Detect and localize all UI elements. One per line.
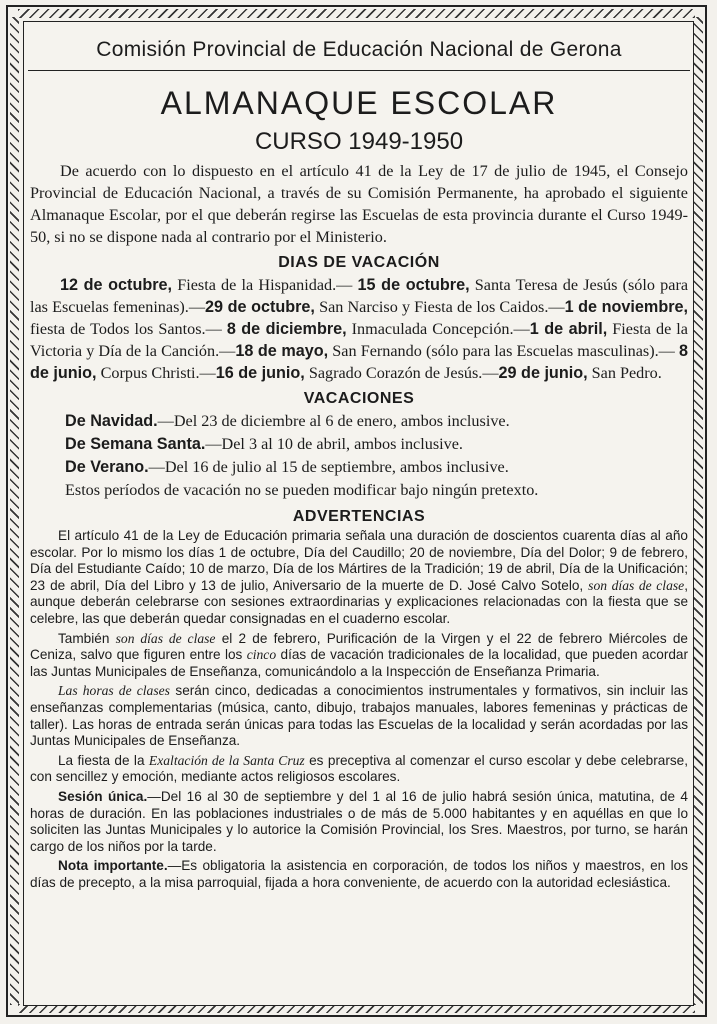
decorative-border-top [18,9,695,18]
holiday-date: 8 de diciembre, [226,320,347,338]
holiday-text: San Pedro. [587,364,662,382]
advertencia-italic: cinco [246,647,277,663]
vacation-label: De Verano. [65,458,149,476]
document-content [30,28,688,894]
holiday-date: 16 de junio, [215,364,305,382]
holiday-date: 29 de octubre, [205,298,315,316]
advertencia-label: Nota importante. [58,858,168,874]
vacation-item [30,456,688,479]
advertencia-paragraph [30,858,688,891]
advertencia-paragraph [30,528,688,628]
course-subtitle: CURSO 1949-1950 [254,128,464,155]
dias-paragraph [30,274,688,384]
holiday-text: Fiesta de la Victoria y Día de la Canción.— [30,320,688,360]
vacation-note: Estos períodos de vacación no se pueden modificar bajo ningún pretexto. [65,481,539,499]
holiday-date: 1 de abril, [529,320,608,338]
vacation-item [30,433,688,456]
vacation-text: —Del 23 de diciembre al 6 de enero, ambos inclusive. [157,412,510,430]
issuer-header: Comisión Provincial de Educación Nacional de Gerona [96,38,622,61]
advertencias-heading: ADVERTENCIAS [292,508,426,525]
holiday-text: San Fernando (sólo para las Escuelas masculinas).— [328,342,679,360]
vacation-text: —Del 16 de julio al 15 de septiembre, ambos inclusive. [148,458,509,476]
holiday-date: 29 de junio, [498,364,588,382]
holiday-date: 12 de octubre, [60,276,173,294]
holiday-text: San Narciso y Fiesta de los Caidos.— [314,298,565,316]
holiday-date: 15 de octubre, [357,276,470,294]
holiday-text: Inmaculada Concepción.— [346,320,530,338]
vacation-label: De Navidad. [65,412,158,430]
advertencia-text: El artículo 41 de la Ley de Educación primaria señala una duración de doscientos cuarenta días al año escolar. Por lo mismo los días 1 de octubre, Día del Caudillo; 20 de noviembre, Día del Dolor; 9 de febrero, Día del Estudiante Caído; 10 de marzo, Día de los Mártires de la Tradición; 19 de abril, Día de la Unificación; 23 de abril, Día del Libro y 13 de julio, Aniversario de la muerte de D. José Calvo Sotelo, [30,528,688,593]
advertencia-paragraph [30,753,688,786]
vacaciones-heading: VACACIONES [303,390,415,407]
holiday-date: 18 de mayo, [235,342,329,360]
advertencia-text: También [58,630,116,646]
vacation-item [30,410,688,433]
advertencia-text: —Del 16 al 30 de septiembre y del 1 al 16 de julio habrá sesión única, matutina, de 4 horas de duración. En las poblaciones industriales o de más de 5.000 habitantes y en aquéllas en que lo soliciten las Juntas Municipales y lo autorice la Comisión Provincial, los Sres. Maestros, por turno, se harán cargo de los niños por la tarde. [30,788,688,854]
header-rule [28,70,690,71]
holiday-text: fiesta de Todos los Santos.— [30,320,227,338]
holiday-text: Sagrado Corazón de Jesús.— [304,364,499,382]
intro-paragraph: De acuerdo con lo dispuesto en el artículo 41 de la Ley de 17 de julio de 1945, el Consejo Provincial de Educación Nacional, a través de su Comisión Permanente, ha aprobado el siguiente Almanaque Escolar, por el que deberán regirse las Escuelas de esta provincia durante el Curso 1949-50, si no se dispone nada al contrario por el Ministerio. [30,162,688,246]
holiday-text: Santa Teresa de Jesús (sólo para las Escuelas femeninas).— [30,276,689,316]
advertencia-text: —Es obligatoria la asistencia en corporación, de todos los niños y maestros, en los días de precepto, a la misa parroquial, fijada a hora conveniente, de acuerdo con la autoridad eclesiástica. [30,858,688,890]
advertencia-text: serán cinco, dedicadas a conocimientos instrumentales y formativos, sin incluir las enseñanzas complementarias (música, canto, dibujo, trabajos manuales, labores femeninas y prácticas de taller). Las horas de entrada serán únicas para todas las Escuelas de la localidad y serán acordadas por las Juntas Municipales de Enseñanza. [30,683,688,749]
advertencia-label: Sesión única. [58,788,148,804]
vacation-text: —Del 3 al 10 de abril, ambos inclusive. [205,435,463,453]
advertencia-italic: son días de clase [115,630,216,646]
advertencia-italic: son días de clase [588,577,685,593]
holiday-text: Fiesta de la Hispanidad.— [172,276,358,294]
advertencia-paragraph [30,789,688,855]
advertencia-paragraph [30,631,688,681]
advertencia-text: , aunque deberán celebrarse con sesiones extraordinarias y explicaciones relacionadas con la fiesta que se celebre, las que deberán quedar consignadas en el cuaderno escolar. [30,577,688,626]
holiday-date: 1 de noviembre, [564,298,689,316]
holiday-text: Corpus Christi.— [96,364,216,382]
advertencia-italic: Las horas de clases [58,683,170,699]
advertencia-text: el 2 de febrero, Purificación de la Virgen y el 22 de febrero Miércoles de Ceniza, salvo que figuren entre los [30,630,688,663]
advertencia-paragraph [30,683,688,749]
document-title: ALMANAQUE ESCOLAR [160,85,558,121]
advertencia-italic: Exaltación de la Santa Cruz [148,752,305,768]
holiday-date: 8 de junio, [30,342,688,382]
advertencia-text: es preceptiva al comenzar el curso escolar y debe celebrarse, con sencillez y emoción, mediante actos religiosos escolares. [30,752,688,785]
decorative-border-left [10,17,19,1005]
vacaciones-list [30,410,688,502]
advertencia-text: días de vacación tradicionales de la localidad, que pueden acordar las Juntas Municipales de Enseñanza, comunicándolo a la Inspección de Enseñanza Primaria. [30,647,688,679]
dias-heading: DIAS DE VACACIÓN [278,254,440,271]
vacation-label: De Semana Santa. [65,435,206,453]
decorative-border-right [694,17,703,1005]
advertencia-text: La fiesta de la [58,752,149,768]
